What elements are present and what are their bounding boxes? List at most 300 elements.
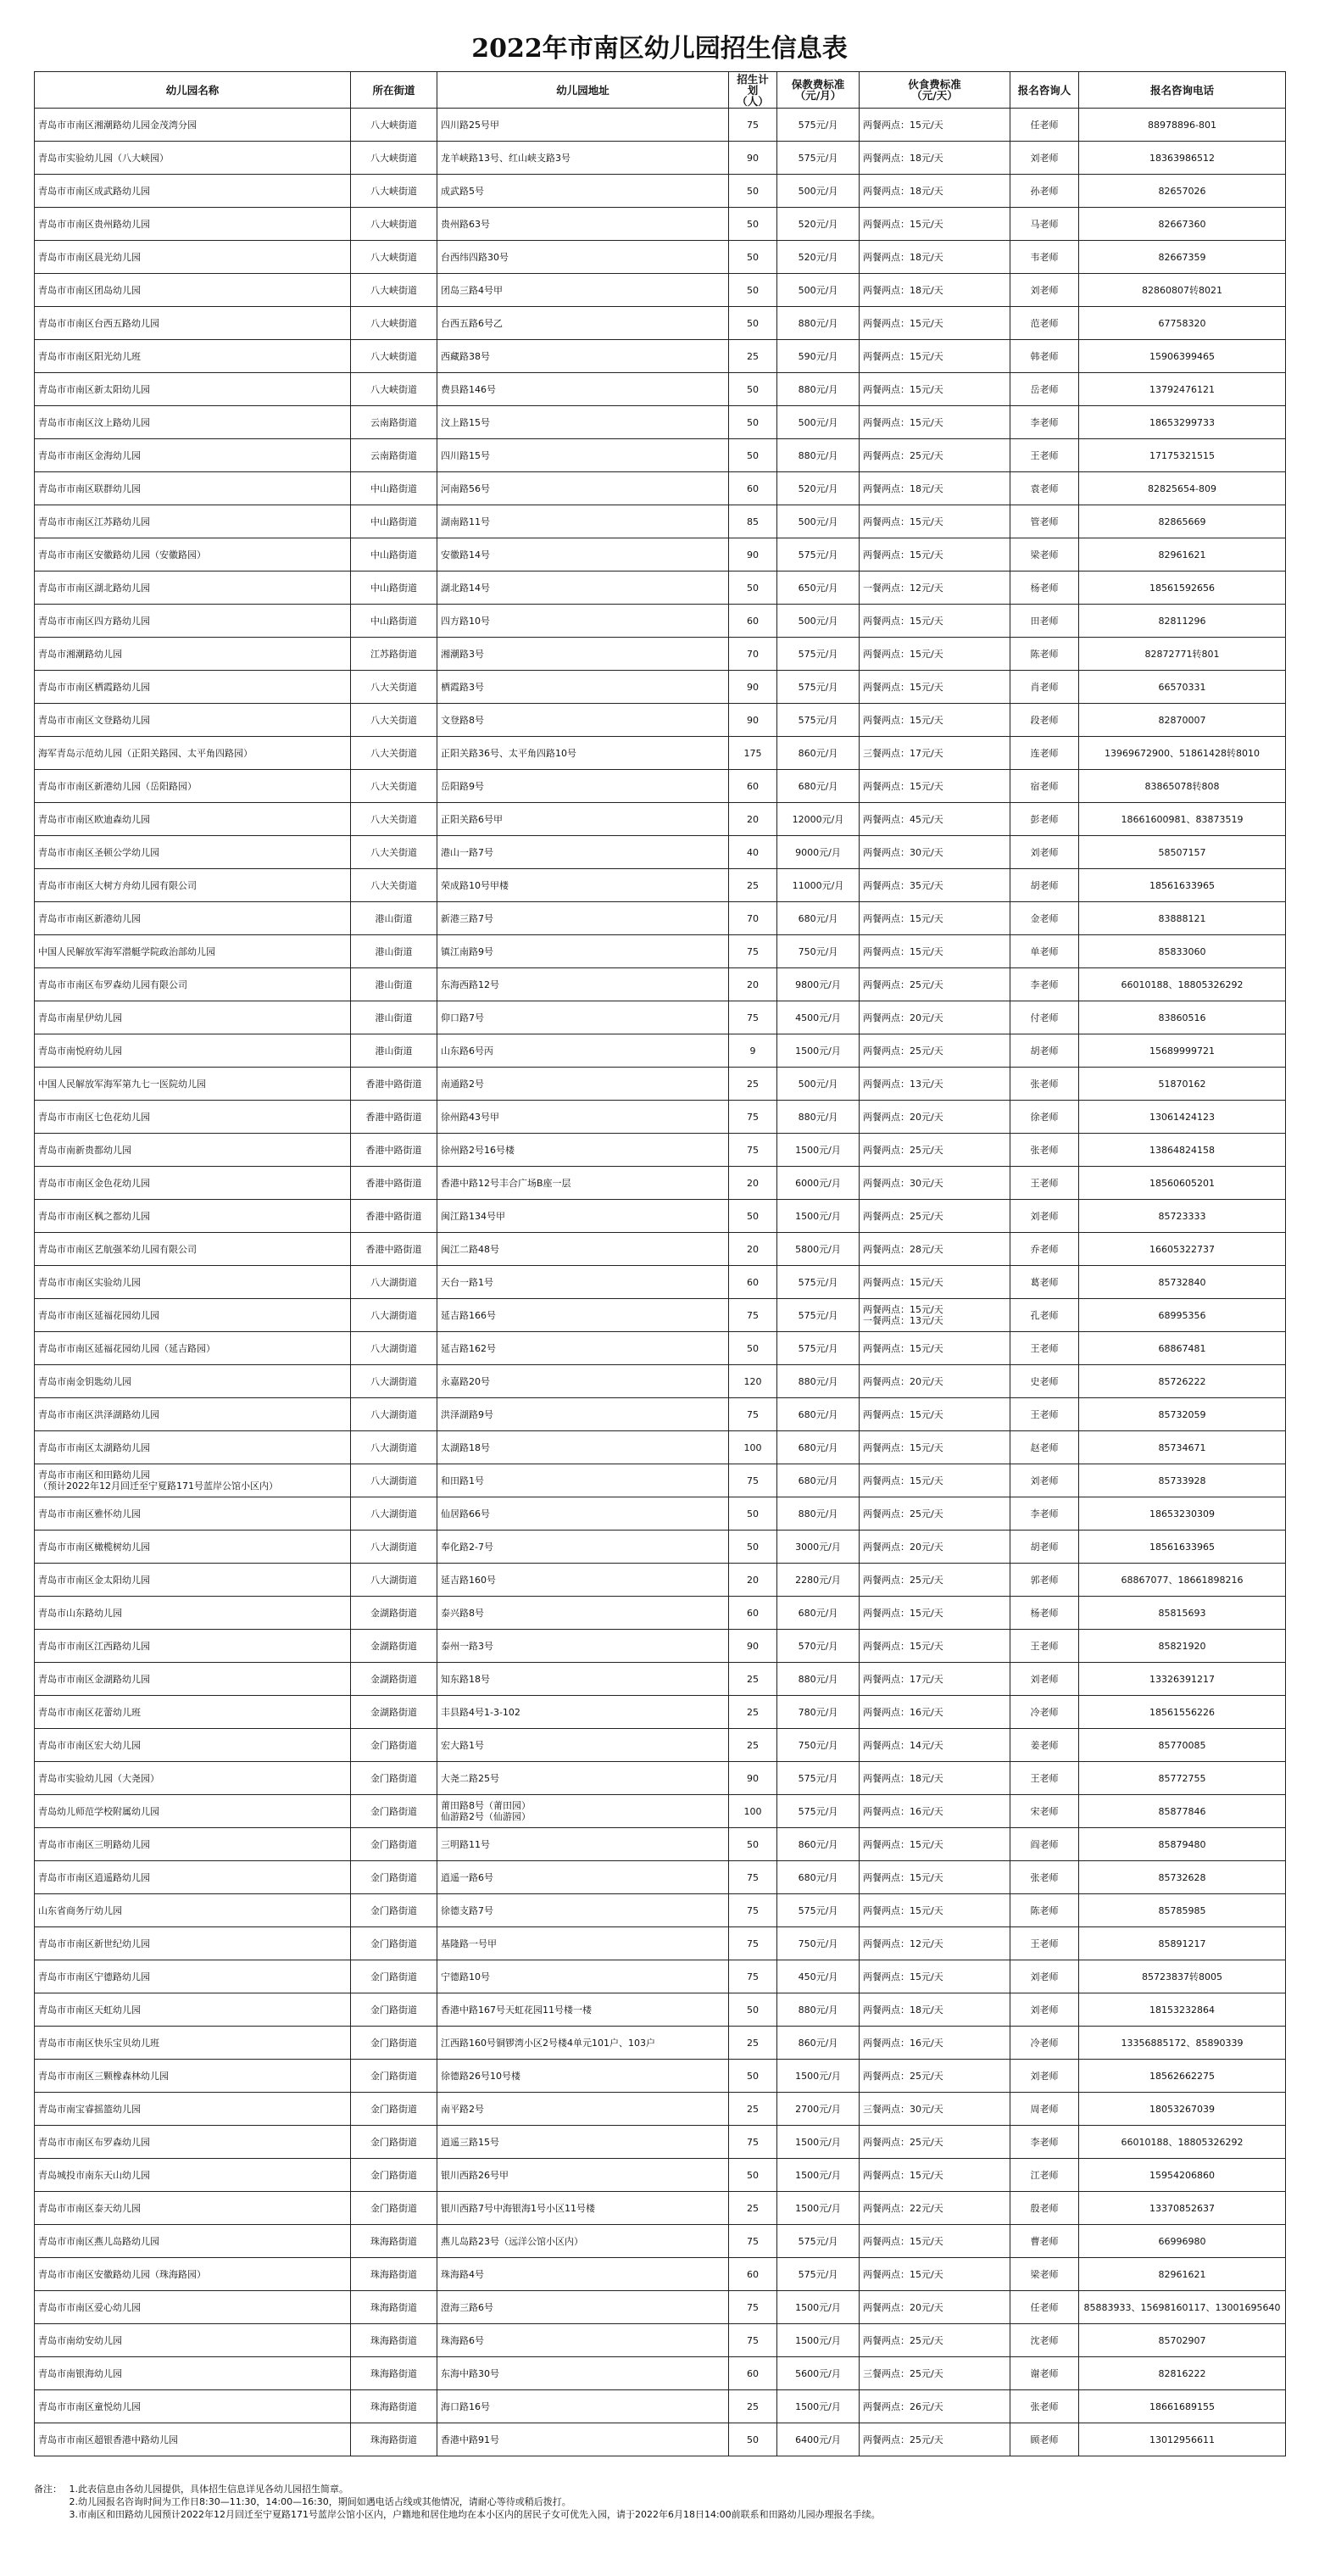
tuition-fee: 12000元/月 <box>777 803 860 836</box>
address: 银川西路7号中海银海1号小区11号楼 <box>437 2192 729 2225</box>
meal-fee: 两餐两点：25元/天 <box>860 1497 1010 1531</box>
kindergarten-name: 青岛市南悦府幼儿园 <box>35 1034 351 1068</box>
table-row <box>35 2324 1286 2357</box>
address: 台西纬四路30号 <box>437 241 729 274</box>
col-street-header: 所在街道 <box>351 72 437 109</box>
contact-phone: 13326391217 <box>1079 1663 1286 1696</box>
enrollment-plan: 75 <box>729 109 777 142</box>
tuition-fee: 880元/月 <box>777 439 860 472</box>
enrollment-plan: 20 <box>729 803 777 836</box>
kindergarten-name: 青岛市南新贵都幼儿园 <box>35 1134 351 1167</box>
street: 八大峡街道 <box>351 241 437 274</box>
kindergarten-name: 青岛市市南区实验幼儿园 <box>35 1266 351 1299</box>
tuition-fee: 750元/月 <box>777 1927 860 1960</box>
table-row <box>35 538 1286 572</box>
enrollment-plan: 60 <box>729 1266 777 1299</box>
address: 台西五路6号乙 <box>437 307 729 340</box>
kindergarten-name: 青岛市南金钥匙幼儿园 <box>35 1365 351 1398</box>
tuition-fee: 750元/月 <box>777 935 860 968</box>
enrollment-plan: 90 <box>729 1630 777 1663</box>
contact-person: 胡老师 <box>1010 1034 1079 1068</box>
street: 八大关街道 <box>351 770 437 803</box>
address: 湘潮路3号 <box>437 638 729 671</box>
contact-phone: 85726222 <box>1079 1365 1286 1398</box>
contact-person: 胡老师 <box>1010 1531 1079 1564</box>
enrollment-plan: 75 <box>729 1927 777 1960</box>
street: 金门路街道 <box>351 2093 437 2126</box>
enrollment-plan: 25 <box>729 1696 777 1729</box>
table-row <box>35 2126 1286 2159</box>
col-address-header: 幼儿园地址 <box>437 72 729 109</box>
contact-phone: 85733928 <box>1079 1464 1286 1497</box>
tuition-fee: 1500元/月 <box>777 1200 860 1233</box>
contact-person: 任老师 <box>1010 109 1079 142</box>
tuition-fee: 575元/月 <box>777 1894 860 1927</box>
contact-phone: 18053267039 <box>1079 2093 1286 2126</box>
street: 金门路街道 <box>351 1993 437 2027</box>
address: 河南路56号 <box>437 472 729 505</box>
kindergarten-name: 青岛市市南区湖北路幼儿园 <box>35 572 351 605</box>
contact-phone: 13792476121 <box>1079 373 1286 406</box>
contact-phone: 82811296 <box>1079 605 1286 638</box>
enrollment-plan: 25 <box>729 1729 777 1762</box>
tuition-fee: 500元/月 <box>777 505 860 538</box>
meal-fee: 两餐两点：15元/天 <box>860 935 1010 968</box>
table-row <box>35 1993 1286 2027</box>
contact-person: 金老师 <box>1010 902 1079 935</box>
kindergarten-name: 青岛市山东路幼儿园 <box>35 1597 351 1630</box>
address: 东海中路30号 <box>437 2357 729 2390</box>
street: 香港中路街道 <box>351 1200 437 1233</box>
kindergarten-name: 青岛市市南区布罗森幼儿园有限公司 <box>35 968 351 1001</box>
address: 莆田路8号（莆田园） 仙游路2号（仙游园） <box>437 1795 729 1828</box>
table-row <box>35 638 1286 671</box>
street: 八大湖街道 <box>351 1365 437 1398</box>
note-item: 2.幼儿园报名咨询时间为工作日8:30—11:30，14:00—16:30，期间如遇电话占线或其他情况，请耐心等待或稍后拨打。 <box>69 2496 571 2507</box>
street: 八大湖街道 <box>351 1531 437 1564</box>
contact-person: 范老师 <box>1010 307 1079 340</box>
table-row <box>35 803 1286 836</box>
kindergarten-name: 青岛市市南区江苏路幼儿园 <box>35 505 351 538</box>
meal-fee: 两餐两点：15元/天 <box>860 2258 1010 2291</box>
street: 珠海路街道 <box>351 2291 437 2324</box>
address: 东海西路12号 <box>437 968 729 1001</box>
address: 镇江南路9号 <box>437 935 729 968</box>
address: 港山一路7号 <box>437 836 729 869</box>
street: 香港中路街道 <box>351 1233 437 1266</box>
contact-phone: 82667360 <box>1079 208 1286 241</box>
tuition-fee: 880元/月 <box>777 373 860 406</box>
table-row <box>35 505 1286 538</box>
contact-phone: 85772755 <box>1079 1762 1286 1795</box>
table-row <box>35 1001 1286 1034</box>
contact-phone: 68867481 <box>1079 1332 1286 1365</box>
enrollment-plan: 50 <box>729 274 777 307</box>
kindergarten-name: 青岛市市南区金湖路幼儿园 <box>35 1663 351 1696</box>
contact-phone: 13356885172、85890339 <box>1079 2027 1286 2060</box>
address: 洪泽湖路9号 <box>437 1398 729 1431</box>
col-fee-header: 保教费标准 （元/月） <box>777 72 860 109</box>
street: 八大峡街道 <box>351 175 437 208</box>
tuition-fee: 680元/月 <box>777 902 860 935</box>
contact-phone: 82667359 <box>1079 241 1286 274</box>
meal-fee: 两餐两点：25元/天 <box>860 2423 1010 2456</box>
contact-person: 郭老师 <box>1010 1564 1079 1597</box>
tuition-fee: 500元/月 <box>777 175 860 208</box>
address: 奉化路2-7号 <box>437 1531 729 1564</box>
enrollment-plan: 75 <box>729 1464 777 1497</box>
kindergarten-name: 青岛市市南区雅怀幼儿园 <box>35 1497 351 1531</box>
address: 太湖路18号 <box>437 1431 729 1464</box>
page-title: 2022年市南区幼儿园招生信息表 <box>471 34 848 64</box>
notes-section <box>34 2483 1285 2521</box>
address: 香港中路12号丰合广场B座一层 <box>437 1167 729 1200</box>
contact-person: 王老师 <box>1010 1398 1079 1431</box>
address: 逍遥一路6号 <box>437 1861 729 1894</box>
enrollment-plan: 85 <box>729 505 777 538</box>
contact-phone: 83865078转808 <box>1079 770 1286 803</box>
contact-phone: 85785985 <box>1079 1894 1286 1927</box>
address: 正阳关路36号、太平角四路10号 <box>437 737 729 770</box>
table-row <box>35 340 1286 373</box>
street: 金门路街道 <box>351 1894 437 1927</box>
enrollment-plan: 70 <box>729 902 777 935</box>
contact-person: 肖老师 <box>1010 671 1079 704</box>
enrollment-plan: 50 <box>729 175 777 208</box>
contact-person: 刘老师 <box>1010 1464 1079 1497</box>
meal-fee: 两餐两点：30元/天 <box>860 1167 1010 1200</box>
address: 大尧二路25号 <box>437 1762 729 1795</box>
kindergarten-name: 青岛市市南区宏大幼儿园 <box>35 1729 351 1762</box>
street: 珠海路街道 <box>351 2357 437 2390</box>
enrollment-plan: 25 <box>729 1068 777 1101</box>
street: 金门路街道 <box>351 1927 437 1960</box>
kindergarten-name: 青岛市南幼安幼儿园 <box>35 2324 351 2357</box>
contact-phone: 13864824158 <box>1079 1134 1286 1167</box>
table-row <box>35 1167 1286 1200</box>
street: 珠海路街道 <box>351 2225 437 2258</box>
street: 八大湖街道 <box>351 1497 437 1531</box>
tuition-fee: 9000元/月 <box>777 836 860 869</box>
kindergarten-name: 青岛市市南区太湖路幼儿园 <box>35 1431 351 1464</box>
contact-person: 王老师 <box>1010 1167 1079 1200</box>
tuition-fee: 2280元/月 <box>777 1564 860 1597</box>
kindergarten-name: 青岛市市南区天虹幼儿园 <box>35 1993 351 2027</box>
address: 徐州路2号16号楼 <box>437 1134 729 1167</box>
street: 珠海路街道 <box>351 2390 437 2423</box>
street: 金湖路街道 <box>351 1696 437 1729</box>
contact-phone: 82860807转8021 <box>1079 274 1286 307</box>
address: 新港三路7号 <box>437 902 729 935</box>
street: 八大关街道 <box>351 869 437 902</box>
street: 八大峡街道 <box>351 307 437 340</box>
street: 八大湖街道 <box>351 1464 437 1497</box>
tuition-fee: 1500元/月 <box>777 2291 860 2324</box>
table-row <box>35 2159 1286 2192</box>
table-row <box>35 935 1286 968</box>
kindergarten-name: 青岛市市南区快乐宝贝幼儿班 <box>35 2027 351 2060</box>
tuition-fee: 575元/月 <box>777 109 860 142</box>
contact-person: 顾老师 <box>1010 2423 1079 2456</box>
meal-fee: 两餐两点：15元/天 <box>860 1431 1010 1464</box>
contact-phone: 82657026 <box>1079 175 1286 208</box>
tuition-fee: 575元/月 <box>777 1762 860 1795</box>
tuition-fee: 860元/月 <box>777 737 860 770</box>
table-row <box>35 208 1286 241</box>
note-item: 3.市南区和田路幼儿园预计2022年12月回迁至宁夏路171号蓝岸公馆小区内，户籍地和居住地均在本小区内的居民子女可优先入园，请于2022年6月18日14:00前联系和田路幼儿园办理报名手续。 <box>69 2509 881 2520</box>
table-row <box>35 2357 1286 2390</box>
table-row <box>35 1564 1286 1597</box>
meal-fee: 两餐两点：20元/天 <box>860 1001 1010 1034</box>
contact-person: 孔老师 <box>1010 1299 1079 1332</box>
enrollment-plan: 75 <box>729 1894 777 1927</box>
address: 贵州路63号 <box>437 208 729 241</box>
kindergarten-name: 青岛市市南区金海幼儿园 <box>35 439 351 472</box>
contact-person: 刘老师 <box>1010 274 1079 307</box>
enrollment-plan: 90 <box>729 1762 777 1795</box>
contact-phone: 18661600981、83873519 <box>1079 803 1286 836</box>
contact-person: 王老师 <box>1010 439 1079 472</box>
enrollment-plan: 60 <box>729 2258 777 2291</box>
meal-fee: 两餐两点：15元/天 <box>860 2159 1010 2192</box>
kindergarten-name: 青岛市市南区超银香港中路幼儿园 <box>35 2423 351 2456</box>
kindergarten-name: 青岛市市南区江西路幼儿园 <box>35 1630 351 1663</box>
enrollment-plan: 75 <box>729 2126 777 2159</box>
tuition-fee: 500元/月 <box>777 406 860 439</box>
address: 南通路2号 <box>437 1068 729 1101</box>
table-row <box>35 737 1286 770</box>
contact-phone: 18661689155 <box>1079 2390 1286 2423</box>
meal-fee: 三餐两点：30元/天 <box>860 2093 1010 2126</box>
meal-fee: 一餐两点：12元/天 <box>860 572 1010 605</box>
street: 云南路街道 <box>351 439 437 472</box>
street: 金门路街道 <box>351 1828 437 1861</box>
tuition-fee: 650元/月 <box>777 572 860 605</box>
contact-person: 徐老师 <box>1010 1101 1079 1134</box>
tuition-fee: 860元/月 <box>777 2027 860 2060</box>
street: 中山路街道 <box>351 605 437 638</box>
enrollment-plan: 120 <box>729 1365 777 1398</box>
contact-phone: 15689999721 <box>1079 1034 1286 1068</box>
enrollment-plan: 50 <box>729 2423 777 2456</box>
contact-phone: 13061424123 <box>1079 1101 1286 1134</box>
contact-phone: 67758320 <box>1079 307 1286 340</box>
contact-person: 胡老师 <box>1010 869 1079 902</box>
street: 金门路街道 <box>351 1795 437 1828</box>
contact-person: 杨老师 <box>1010 572 1079 605</box>
contact-phone: 83860516 <box>1079 1001 1286 1034</box>
kindergarten-name: 海军青岛示范幼儿园（正阳关路园、太平角四路园） <box>35 737 351 770</box>
kindergarten-name: 青岛市市南区逍遥路幼儿园 <box>35 1861 351 1894</box>
kindergarten-name: 青岛市市南区金太阳幼儿园 <box>35 1564 351 1597</box>
street: 八大关街道 <box>351 836 437 869</box>
kindergarten-name: 青岛市市南区新港幼儿园 <box>35 902 351 935</box>
tuition-fee: 500元/月 <box>777 1068 860 1101</box>
address: 汶上路15号 <box>437 406 729 439</box>
contact-phone: 85732059 <box>1079 1398 1286 1431</box>
contact-person: 葛老师 <box>1010 1266 1079 1299</box>
kindergarten-name: 青岛市市南区三颗橡森林幼儿园 <box>35 2060 351 2093</box>
contact-person: 冷老师 <box>1010 1696 1079 1729</box>
street: 八大湖街道 <box>351 1431 437 1464</box>
table-row <box>35 902 1286 935</box>
kindergarten-name: 青岛市市南区新港幼儿园（岳阳路园） <box>35 770 351 803</box>
col-contact-header: 报名咨询人 <box>1010 72 1079 109</box>
contact-person: 张老师 <box>1010 1134 1079 1167</box>
enrollment-plan: 75 <box>729 2324 777 2357</box>
tuition-fee: 6400元/月 <box>777 2423 860 2456</box>
kindergarten-name: 青岛市市南区布罗森幼儿园 <box>35 2126 351 2159</box>
street: 港山街道 <box>351 1034 437 1068</box>
table-row <box>35 2093 1286 2126</box>
address: 银川西路26号甲 <box>437 2159 729 2192</box>
meal-fee: 两餐两点：15元/天 <box>860 638 1010 671</box>
street: 珠海路街道 <box>351 2423 437 2456</box>
contact-phone: 83888121 <box>1079 902 1286 935</box>
table-row <box>35 175 1286 208</box>
contact-person: 陈老师 <box>1010 1894 1079 1927</box>
contact-person: 姜老师 <box>1010 1729 1079 1762</box>
table-row <box>35 2225 1286 2258</box>
meal-fee: 两餐两点：15元/天 <box>860 538 1010 572</box>
street: 金湖路街道 <box>351 1597 437 1630</box>
tuition-fee: 570元/月 <box>777 1630 860 1663</box>
meal-fee: 两餐两点：15元/天 <box>860 2225 1010 2258</box>
enrollment-plan: 25 <box>729 340 777 373</box>
kindergarten-name: 青岛市市南区四方路幼儿园 <box>35 605 351 638</box>
enrollment-plan: 25 <box>729 2093 777 2126</box>
kindergarten-name: 青岛市市南区安徽路幼儿园（珠海路园） <box>35 2258 351 2291</box>
enrollment-plan: 75 <box>729 2291 777 2324</box>
tuition-fee: 680元/月 <box>777 1431 860 1464</box>
address: 龙羊峡路13号、红山峡支路3号 <box>437 142 729 175</box>
address: 海口路16号 <box>437 2390 729 2423</box>
kindergarten-name: 青岛市市南区大树方舟幼儿园有限公司 <box>35 869 351 902</box>
table-row <box>35 704 1286 737</box>
address: 徐德路26号10号楼 <box>437 2060 729 2093</box>
table-row <box>35 1894 1286 1927</box>
street: 江苏路街道 <box>351 638 437 671</box>
address: 团岛三路4号甲 <box>437 274 729 307</box>
kindergarten-name: 青岛市湘潮路幼儿园 <box>35 638 351 671</box>
enrollment-plan: 60 <box>729 1597 777 1630</box>
street: 八大关街道 <box>351 671 437 704</box>
enrollment-table <box>34 71 1286 2456</box>
street: 港山街道 <box>351 968 437 1001</box>
kindergarten-name: 青岛市市南区联群幼儿园 <box>35 472 351 505</box>
kindergarten-name: 青岛市市南区宁德路幼儿园 <box>35 1960 351 1993</box>
meal-fee: 两餐两点：16元/天 <box>860 2027 1010 2060</box>
contact-phone: 51870162 <box>1079 1068 1286 1101</box>
meal-fee: 两餐两点：28元/天 <box>860 1233 1010 1266</box>
table-row <box>35 1431 1286 1464</box>
table-row <box>35 1531 1286 1564</box>
contact-phone: 88978896-801 <box>1079 109 1286 142</box>
tuition-fee: 1500元/月 <box>777 2126 860 2159</box>
address: 延吉路160号 <box>437 1564 729 1597</box>
enrollment-plan: 50 <box>729 208 777 241</box>
address: 西藏路38号 <box>437 340 729 373</box>
table-row <box>35 1464 1286 1497</box>
address: 香港中路167号天虹花园11号楼一楼 <box>437 1993 729 2027</box>
tuition-fee: 575元/月 <box>777 704 860 737</box>
enrollment-plan: 40 <box>729 836 777 869</box>
tuition-fee: 680元/月 <box>777 1861 860 1894</box>
address: 逍遥三路15号 <box>437 2126 729 2159</box>
enrollment-plan: 25 <box>729 869 777 902</box>
table-row <box>35 406 1286 439</box>
kindergarten-name: 青岛市市南区金色花幼儿园 <box>35 1167 351 1200</box>
meal-fee: 两餐两点：15元/天 <box>860 505 1010 538</box>
contact-phone: 18560605201 <box>1079 1167 1286 1200</box>
note-item: 1.此表信息由各幼儿园提供，具体招生信息详见各幼儿园招生简章。 <box>69 2484 348 2495</box>
contact-phone: 15954206860 <box>1079 2159 1286 2192</box>
enrollment-plan: 60 <box>729 605 777 638</box>
street: 金门路街道 <box>351 1861 437 1894</box>
table-row <box>35 241 1286 274</box>
meal-fee: 两餐两点：20元/天 <box>860 1365 1010 1398</box>
contact-person: 韦老师 <box>1010 241 1079 274</box>
address: 三明路11号 <box>437 1828 729 1861</box>
street: 八大峡街道 <box>351 373 437 406</box>
tuition-fee: 575元/月 <box>777 1266 860 1299</box>
tuition-fee: 520元/月 <box>777 472 860 505</box>
kindergarten-name: 青岛市市南区延福花园幼儿园 <box>35 1299 351 1332</box>
tuition-fee: 1500元/月 <box>777 1134 860 1167</box>
col-meal-header: 伙食费标准 （元/天） <box>860 72 1010 109</box>
meal-fee: 两餐两点：15元/天 <box>860 340 1010 373</box>
table-row <box>35 472 1286 505</box>
enrollment-plan: 75 <box>729 1861 777 1894</box>
address: 山东路6号丙 <box>437 1034 729 1068</box>
address: 仙居路66号 <box>437 1497 729 1531</box>
enrollment-plan: 9 <box>729 1034 777 1068</box>
contact-phone: 85734671 <box>1079 1431 1286 1464</box>
kindergarten-name: 青岛市市南区新世纪幼儿园 <box>35 1927 351 1960</box>
tuition-fee: 6000元/月 <box>777 1167 860 1200</box>
street: 云南路街道 <box>351 406 437 439</box>
address: 四川路25号甲 <box>437 109 729 142</box>
contact-phone: 68995356 <box>1079 1299 1286 1332</box>
meal-fee: 两餐两点：25元/天 <box>860 1134 1010 1167</box>
tuition-fee: 2700元/月 <box>777 2093 860 2126</box>
enrollment-plan: 50 <box>729 307 777 340</box>
tuition-fee: 520元/月 <box>777 241 860 274</box>
enrollment-plan: 90 <box>729 704 777 737</box>
contact-person: 周老师 <box>1010 2093 1079 2126</box>
contact-person: 曹老师 <box>1010 2225 1079 2258</box>
meal-fee: 两餐两点：15元/天 <box>860 208 1010 241</box>
kindergarten-name: 青岛市实验幼儿园（大尧园） <box>35 1762 351 1795</box>
kindergarten-name: 青岛市市南区湘潮路幼儿园金茂湾分园 <box>35 109 351 142</box>
contact-phone: 18153232864 <box>1079 1993 1286 2027</box>
kindergarten-name: 青岛幼儿师范学校附属幼儿园 <box>35 1795 351 1828</box>
meal-fee: 两餐两点：15元/天 <box>860 770 1010 803</box>
address: 徐德支路7号 <box>437 1894 729 1927</box>
contact-phone: 82870007 <box>1079 704 1286 737</box>
address: 延吉路166号 <box>437 1299 729 1332</box>
tuition-fee: 11000元/月 <box>777 869 860 902</box>
kindergarten-name: 青岛市市南区汶上路幼儿园 <box>35 406 351 439</box>
kindergarten-name: 青岛市市南区燕儿岛路幼儿园 <box>35 2225 351 2258</box>
table-row <box>35 1134 1286 1167</box>
table-row <box>35 1034 1286 1068</box>
tuition-fee: 520元/月 <box>777 208 860 241</box>
table-row <box>35 1729 1286 1762</box>
table-row <box>35 671 1286 704</box>
meal-fee: 两餐两点：18元/天 <box>860 1993 1010 2027</box>
address: 仰口路7号 <box>437 1001 729 1034</box>
